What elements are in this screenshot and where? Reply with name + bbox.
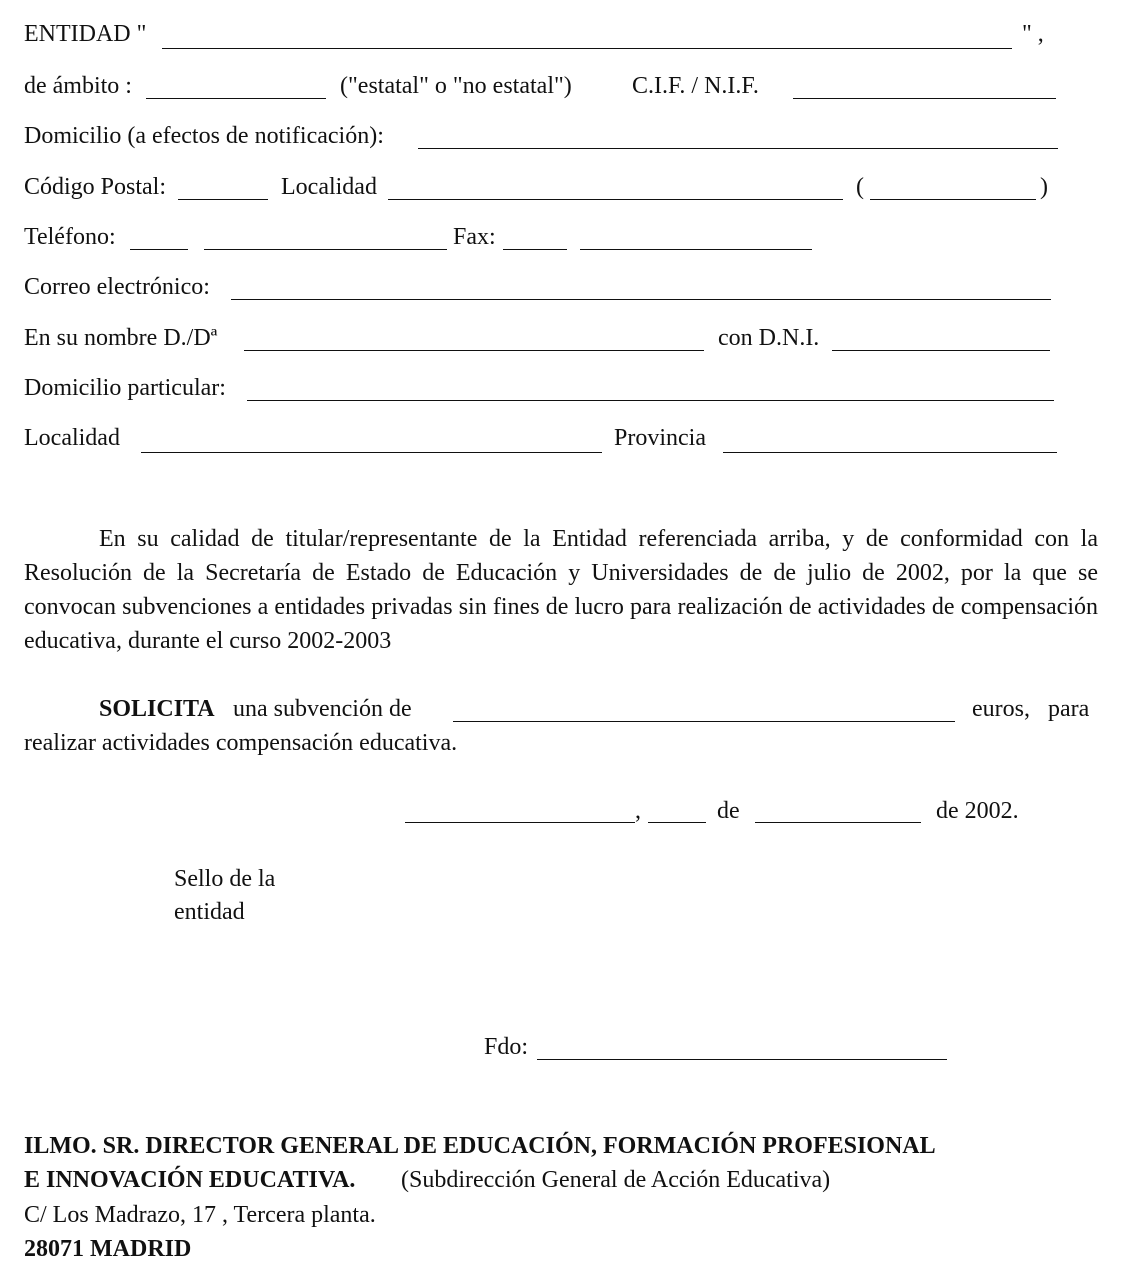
footer-line3: C/ Los Madrazo, 17 , Tercera planta. (24, 1202, 376, 1228)
localidad-label: Localidad (281, 174, 377, 200)
dni-label: con D.N.I. (718, 325, 820, 351)
provincia-field[interactable] (723, 452, 1057, 453)
fax-label: Fax: (453, 224, 496, 250)
dom-particular-label: Domicilio particular: (24, 375, 226, 401)
ambito-field[interactable] (146, 98, 326, 99)
dia-field[interactable] (648, 822, 706, 823)
provincia-code-field[interactable] (870, 199, 1036, 200)
footer-line1: ILMO. SR. DIRECTOR GENERAL DE EDUCACIÓN, FORMACIÓN PROFESIONAL (24, 1133, 936, 1159)
entidad-label: ENTIDAD " (24, 21, 147, 47)
entidad-close: " , (1022, 21, 1044, 47)
solicita-text: una subvención de (233, 696, 412, 722)
footer-line2-bold: E INNOVACIÓN EDUCATIVA. (24, 1167, 356, 1193)
nombre-field[interactable] (244, 350, 704, 351)
firma-field[interactable] (537, 1059, 947, 1060)
fax-field[interactable] (580, 249, 812, 250)
solicita-bold: SOLICITA (99, 696, 215, 722)
date-comma: , (635, 798, 641, 824)
body-paragraph: En su calidad de titular/representante de la Entidad referenciada arriba, y de conformidad con la Resolución de la Secretaría de Estado de Educación y Universidades de de julio de 2002, por la que se convocan subvenciones a entidades privadas sin fines de lucro para realización de actividades de compensación educativa, durante el curso 2002-2003 (24, 526, 1098, 654)
date-year: de 2002. (936, 798, 1019, 824)
entidad-field[interactable] (162, 48, 1012, 49)
cif-label: C.I.F. / N.I.F. (632, 73, 759, 99)
importe-field[interactable] (453, 721, 955, 722)
localidad2-field[interactable] (141, 452, 602, 453)
dom-particular-field[interactable] (247, 400, 1054, 401)
footer-line4: 28071 MADRID (24, 1236, 192, 1262)
correo-field[interactable] (231, 299, 1051, 300)
provincia-label: Provincia (614, 425, 706, 451)
domicilio-label: Domicilio (a efectos de notificación): (24, 123, 384, 149)
footer-line2-normal: (Subdirección General de Acción Educativa) (401, 1167, 831, 1193)
cp-label: Código Postal: (24, 174, 167, 200)
domicilio-field[interactable] (418, 148, 1058, 149)
paren-close: ) (1040, 174, 1048, 200)
firma-label: Fdo: (484, 1034, 529, 1060)
telefono-field[interactable] (204, 249, 447, 250)
nombre-label: En su nombre D./Dª (24, 325, 218, 351)
telefono-label: Teléfono: (24, 224, 116, 250)
solicita-line2: realizar actividades compensación educativa. (24, 730, 458, 756)
correo-label: Correo electrónico: (24, 274, 210, 300)
localidad-field[interactable] (388, 199, 843, 200)
sello-line1: Sello de la (174, 866, 276, 892)
paren-open: ( (856, 174, 864, 200)
sello-line2: entidad (174, 899, 245, 925)
ambito-label: de ámbito : (24, 73, 132, 99)
fax-prefix-field[interactable] (503, 249, 567, 250)
cif-field[interactable] (793, 98, 1056, 99)
telefono-prefix-field[interactable] (130, 249, 188, 250)
lugar-field[interactable] (405, 822, 635, 823)
date-de1: de (717, 798, 740, 824)
localidad2-label: Localidad (24, 425, 120, 451)
cp-field[interactable] (178, 199, 268, 200)
mes-field[interactable] (755, 822, 921, 823)
euros-para: euros, para (972, 696, 1090, 722)
dni-field[interactable] (832, 350, 1050, 351)
ambito-hint: ("estatal" o "no estatal") (340, 73, 572, 99)
